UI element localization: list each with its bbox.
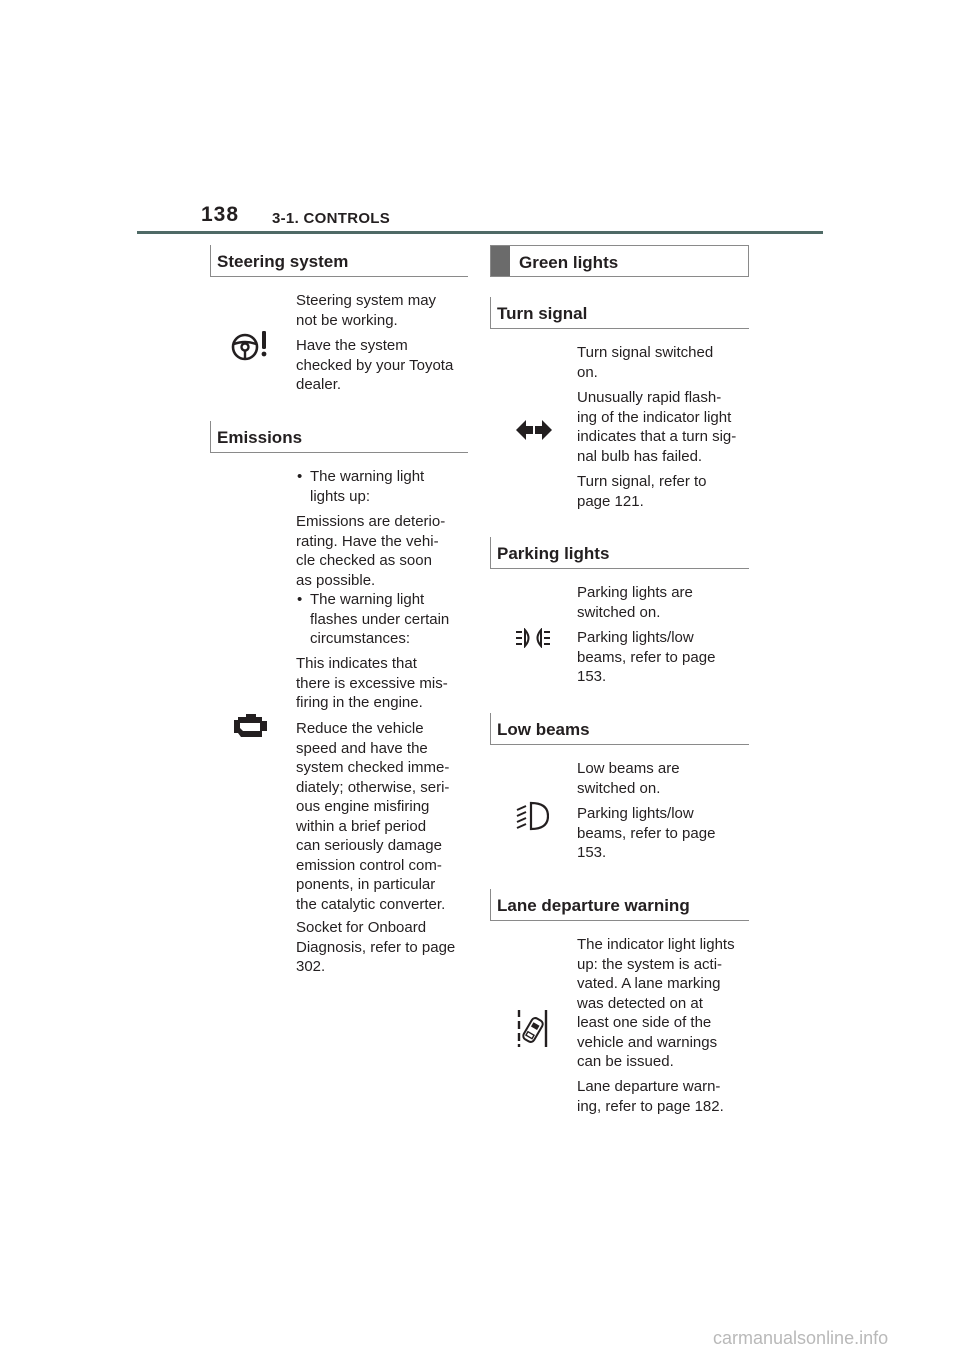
- lane-departure-heading-text: Lane departure warning: [497, 896, 690, 915]
- emissions-bullet-2: • The warning light flashes under certain circumstances:: [297, 590, 449, 649]
- green-lights-heading: [490, 245, 749, 277]
- low-beams-heading: [490, 713, 749, 745]
- section-title: 3-1. CONTROLS: [272, 210, 391, 227]
- header-rule: [137, 231, 823, 234]
- lane-departure-icon: [515, 1008, 549, 1048]
- emissions-text-3: Reduce the vehicle speed and have the system checked imme- diately; otherwise, seri- ous engine misfiring within a brief period can seriously damage emission control com- ponents, in particular the catalytic converter.: [296, 720, 450, 913]
- steering-text-2: Have the system checked by your Toyota dealer.: [296, 337, 454, 393]
- parking-text-1: Parking lights are switched on.: [577, 584, 693, 621]
- steering-system-heading-text: Steering system: [217, 252, 349, 271]
- turn-text-2: Unusually rapid flash- ing of the indicator light indicates that a turn sig- nal bulb has failed.: [577, 389, 737, 465]
- parking-lights-heading-text: Parking lights: [497, 544, 610, 563]
- parking-lights-heading: [490, 537, 749, 569]
- turn-signal-heading-text: Turn signal: [497, 304, 588, 323]
- parking-lights-icon: [515, 628, 551, 648]
- steering-system-heading: [210, 245, 468, 277]
- turn-signal-heading: [490, 297, 749, 329]
- green-lights-heading-text: Green lights: [519, 253, 619, 272]
- lane-text-1: The indicator light lights up: the system is acti- vated. A lane marking was detected on at least one side of the vehicle and warnings can be issued.: [577, 936, 735, 1070]
- emissions-text-2: This indicates that there is excessive mis- firing in the engine.: [296, 655, 448, 711]
- emissions-text-1: Emissions are deterio- rating. Have the vehi- cle checked as soon as possible.: [296, 513, 446, 589]
- emissions-bullet-1: • The warning light lights up:: [297, 467, 424, 506]
- low-beams-heading-text: Low beams: [497, 720, 590, 739]
- lowbeam-text-1: Low beams are switched on.: [577, 760, 680, 797]
- watermark: carmanualsonline.info: [713, 1328, 889, 1348]
- emissions-heading-text: Emissions: [217, 428, 303, 447]
- steering-warning-icon: [230, 329, 272, 363]
- low-beam-icon: [515, 800, 549, 832]
- parking-text-2: Parking lights/low beams, refer to page 153.: [577, 629, 716, 685]
- page-number: 138: [201, 203, 240, 226]
- turn-text-1: Turn signal switched on.: [577, 344, 714, 381]
- turn-signal-icon: [515, 418, 553, 444]
- emissions-text-4: Socket for Onboard Diagnosis, refer to page 302.: [296, 919, 456, 975]
- steering-text-1: Steering system may not be working.: [296, 292, 437, 329]
- emissions-heading: [210, 421, 468, 453]
- lowbeam-text-2: Parking lights/low beams, refer to page 153.: [577, 805, 716, 861]
- engine-icon: [232, 711, 270, 741]
- lane-text-2: Lane departure warn- ing, refer to page 182.: [577, 1078, 724, 1115]
- turn-text-3: Turn signal, refer to page 121.: [577, 473, 707, 510]
- lane-departure-heading: [490, 889, 749, 921]
- green-lights-tab: [491, 246, 510, 276]
